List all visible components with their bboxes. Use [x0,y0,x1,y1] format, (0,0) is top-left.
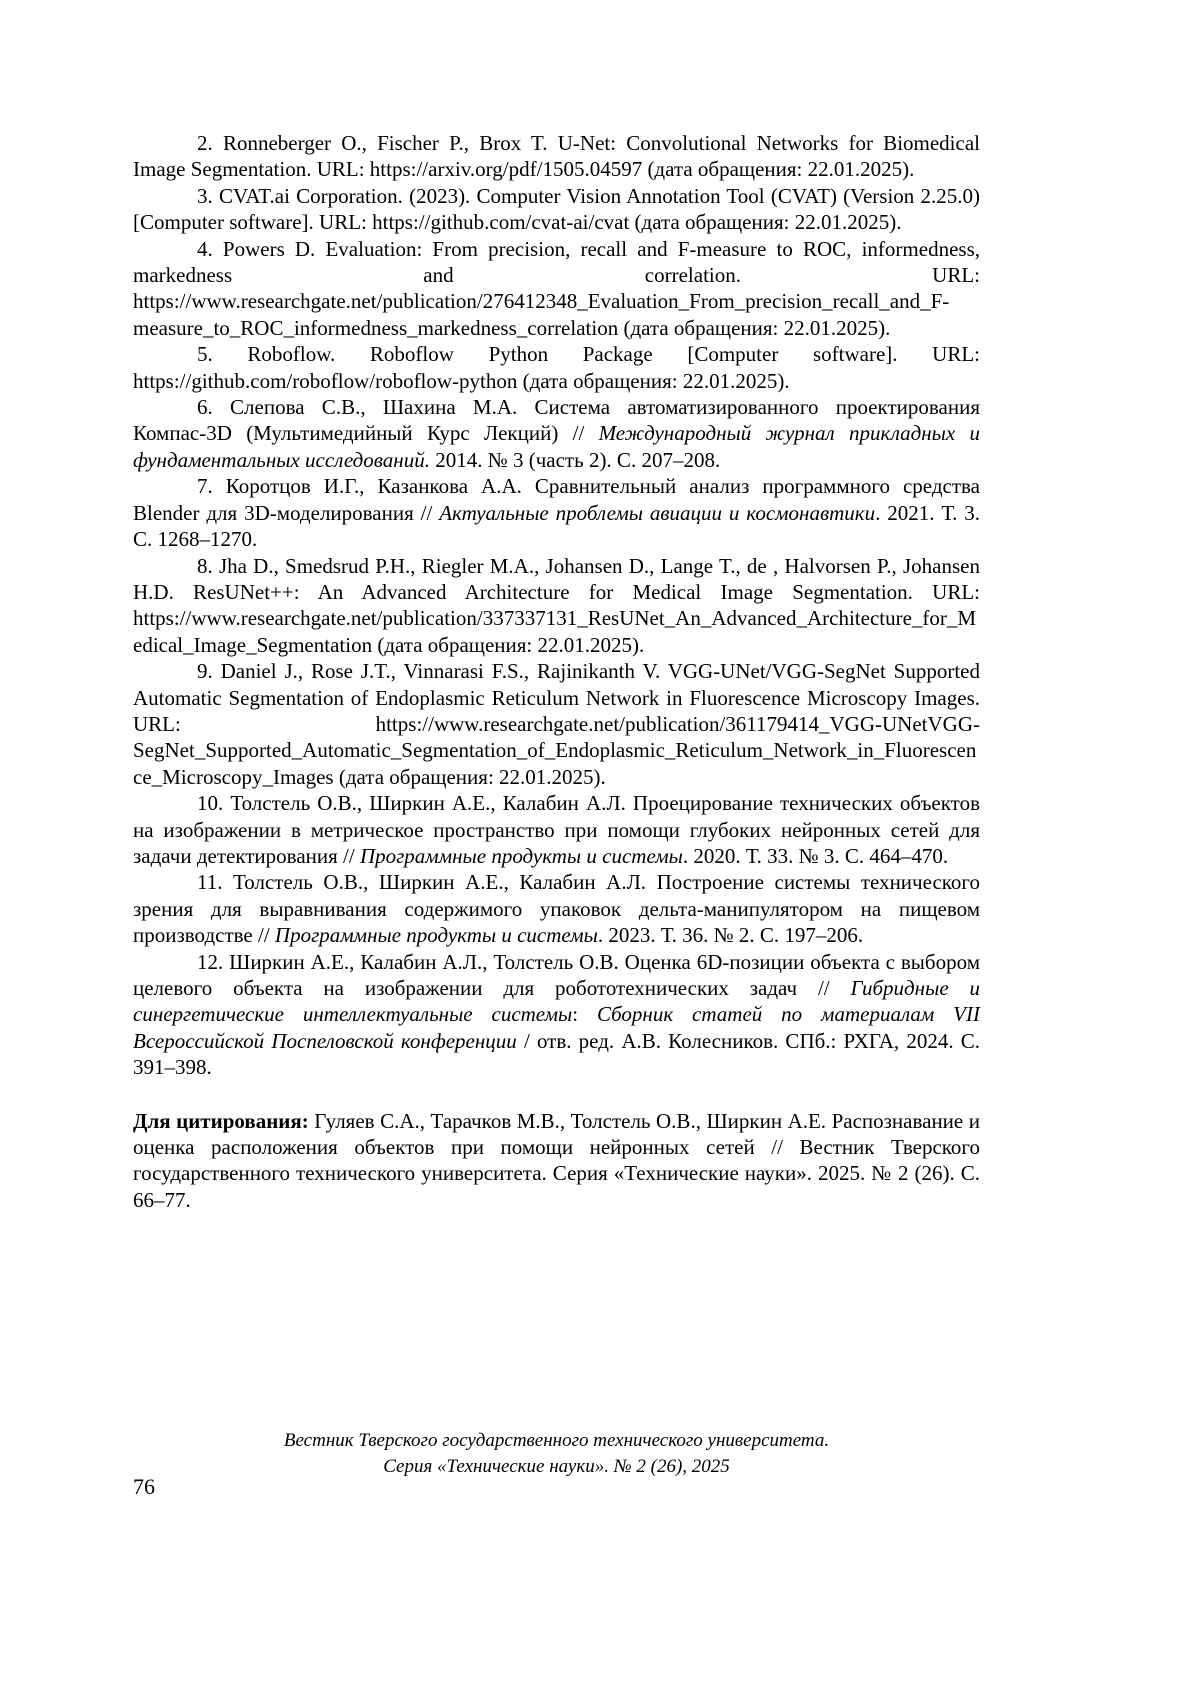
text-segment: 2014. № 3 (часть 2). С. 207–208. [429,447,721,472]
footer-journal-title: Вестник Тверского государственного технического университета. [283,1430,830,1451]
reference-item-10 [133,790,980,869]
text-segment: : [572,1002,597,1027]
text-segment: 9. Daniel J., Rose J.T., Vinnarasi F.S., Rajinikanth V. VGG-UNet/VGG-SegNet Supported Automatic Segmentation of Endoplasmic Reticulum Network in Fluorescence Microscopy Images. URL: https://www.researchgate.net/publication/361179414_VGG-UNetVGG-SegNet_Supported_Automatic_Segmentation_of_Endoplasmic_Reticulum_Network_in_Fluorescence_Microscopy_Images (дата обращения: 22.01.2025). [133,659,980,789]
text-segment: 4. Powers D. Evaluation: From precision, recall and F-measure to ROC, informedness, markedness and correlation. URL: https://www.researchgate.net/publication/276412348_Evaluation_From_precision_recall_and_F-measure_to_ROC_informedness_markedness_correlation (дата обращения: 22.01.2025). [133,236,980,340]
text-segment: 6. Слепова С.В., Шахина М.А. Система автоматизированного проектирования Компас-3D (Мультимедийный Курс Лекций) // [133,395,980,446]
text-segment: . 2021. Т. 3. С. 1268–1270. [133,500,980,552]
footer-issue-info: Серия «Технические науки». № 2 (26), 2025 [383,1456,730,1477]
text-segment: . 2020. Т. 33. № 3. С. 464–470. [682,843,949,868]
text-segment: / отв. ред. А.В. Колесников. СПб.: РХГА, 2024. С. 391–398. [133,1028,981,1080]
reference-item-9 [133,658,980,790]
italic-source-title: Программные продукты и системы [274,923,598,948]
references-section [133,130,980,1213]
text-segment: 11. Толстель О.В., Ширкин А.Е., Калабин А.Л. Построение системы технического зрения для выравнивания содержимого упаковок дельта-манипулятором на пищевом производстве // [133,870,980,948]
reference-item-6 [133,394,980,473]
text-segment: . 2023. Т. 36. № 2. С. 197–206. [597,923,864,948]
text-segment: 10. Толстель О.В., Ширкин А.Е., Калабин А.Л. Проецирование технических объектов на изображении в метрическое пространство при помощи глубоких нейронных сетей для задачи детектирования // [133,791,980,868]
italic-source-title: Сборник статей по материалам VII Всероссийской Поспеловской конференции [133,1002,980,1053]
reference-item-12 [133,949,980,1081]
bold-label: Для цитирования: [133,1108,315,1133]
reference-item-5 [133,341,980,394]
italic-source-title: Гибридные и синергетические интеллектуальные системы [133,976,980,1027]
text-segment: 8. Jha D., Smedsrud P.H., Riegler M.A., Johansen D., Lange T., de , Halvorsen P., Johansen H.D. ResUNet++: An Advanced Architecture for Medical Image Segmentation. URL: https://www.researchgate.net/publication/337337131_ResUNet_An_Advanced_Architecture_for_Medical_Image_Segmentation (дата обращения: 22.01.2025). [133,553,980,657]
text-segment: 7. Коротцов И.Г., Казанкова А.А. Сравнительный анализ программного средства Blender для 3D-моделирования // [133,474,980,525]
page-number: 76 [133,1474,155,1499]
reference-item-7 [133,473,980,552]
reference-item-3 [133,183,980,236]
italic-source-title: Программные продукты и системы [359,843,683,868]
text-segment: 3. CVAT.ai Corporation. (2023). Computer Vision Annotation Tool (CVAT) (Version 2.25.0) [Computer software]. URL: https://github.com/cvat-ai/cvat (дата обращения: 22.01.2025). [133,183,980,235]
reference-item-4 [133,236,980,342]
text-segment: 5. Roboflow. Roboflow Python Package [Computer software]. URL: https://github.com/roboflow/roboflow-python (дата обращения: 22.01.2025). [133,342,980,393]
reference-item-8 [133,553,980,659]
citation-paragraph [133,1108,980,1214]
reference-item-2 [133,130,980,183]
journal-footer [133,1428,980,1480]
text-segment: 12. Ширкин А.Е., Калабин А.Л., Толстель О.В. Оценка 6D-позиции объекта с выбором целевого объекта на изображении для робототехнических задач // [133,949,980,1000]
text-segment: 2. Ronneberger O., Fischer P., Brox T. U-Net: Convolutional Networks for Biomedical Image Segmentation. URL: https://arxiv.org/pdf/1505.04597 (дата обращения: 22.01.2025). [133,131,980,182]
italic-source-title: Международный журнал прикладных и фундаментальных исследований. [133,421,980,472]
text-segment: Гуляев С.А., Тарачков М.В., Толстель О.В., Ширкин А.Е. Распознавание и оценка расположения объектов при помощи нейронных сетей // Вестник Тверского государственного технического университета. Серия «Технические науки». 2025. № 2 (26). С. 66–77. [133,1108,980,1212]
reference-item-11 [133,869,980,948]
italic-source-title: Актуальные проблемы авиации и космонавтики [439,500,876,525]
